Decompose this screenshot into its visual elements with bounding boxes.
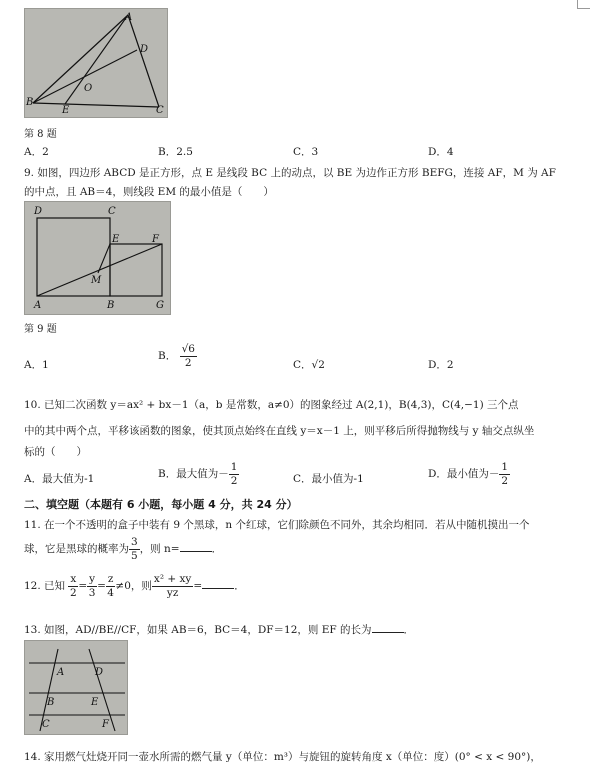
q12-answer-blank[interactable] [202,578,234,589]
q10-option-d[interactable]: D．最小值为－ $\frac{1}{2}$ [428,461,509,487]
q8-triangle-diagram [25,9,167,117]
q10-stem-line-2: 中的其中两个点，平移该函数的图象，使其顶点始终在直线 y＝x－1 上，则平移后所得抛物线与 y 轴交点纵坐 [24,425,535,437]
q8-label-c: C [156,105,164,116]
q13-label-f: F [102,719,109,730]
q13-parallel-lines-diagram [25,641,127,734]
q9-option-b-fraction: $\frac{√6}{2}$ [181,343,195,369]
q9-square-diagram [25,202,170,314]
q13-figure [24,640,128,735]
q9-figure [24,201,171,315]
q12-stem: 12. 已知 $\frac{x}{2}$ = $\frac{y}{3}$ = $\frac{z}{4}$ ≠0，则 $\frac{\text{x² + xy}}{yz}$ = ． [24,573,245,599]
q12-fraction-z: $\frac{z}{4}$ [107,573,114,599]
q10-option-c[interactable]: C．最小值为-1 [293,473,364,485]
q8-label-a: A [125,12,133,23]
q12-fraction-expression: $\frac{\text{x² + xy}}{yz}$ [153,573,192,599]
q8-label-b: B [26,97,34,108]
q10-option-b[interactable]: B．最大值为－ $\frac{1}{2}$ [158,461,238,487]
q8-option-d[interactable]: D．4 [428,146,454,158]
q9-label-d: D [34,206,43,217]
q9-label-e: E [112,234,120,245]
q10-option-d-fraction: $\frac{1}{2}$ [501,461,509,487]
q9-label-a: A [34,300,42,311]
q11-stem-line-1: 11. 在一个不透明的盒子中装有 9 个黑球，n 个红球，它们除颜色不同外，其余均相同．若从中随机摸出一个 [24,519,530,531]
q12-fraction-y: $\frac{y}{3}$ [88,573,96,599]
q11-answer-blank[interactable] [180,541,212,552]
q13-label-b: B [47,697,55,708]
q9-label-m: M [91,275,102,286]
q13-answer-blank[interactable] [372,622,404,633]
q13-stem: 13. 如图，AD//BE//CF，如果 AB＝6，BC＝4，DF＝12，则 EF 的长为 ． [24,624,415,636]
q9-label-g: G [156,300,164,311]
q10-option-a[interactable]: A．最大值为-1 [24,473,95,485]
q8-caption: 第 8 题 [24,129,57,140]
q9-stem-line-2: 的中点，且 AB＝4，则线段 EM 的最小值是（ ） [24,186,274,198]
section-2-heading: 二、填空题（本题有 6 小题，每小题 4 分，共 24 分） [24,498,298,511]
q9-caption: 第 9 题 [24,324,57,335]
q8-figure [24,8,168,118]
q9-option-d[interactable]: D．2 [428,359,454,371]
q13-label-a: A [57,667,65,678]
q9-label-f: F [152,234,159,245]
q8-label-e: E [62,105,70,116]
q8-option-a[interactable]: A．2 [24,146,49,158]
q13-label-e: E [91,697,99,708]
q11-stem-line-2: 球，它是黑球的概率为 $\frac{3}{5}$ ，则 n= ． [24,536,223,562]
q12-fraction-x: $\frac{x}{2}$ [70,573,77,599]
q13-label-d: D [95,667,104,678]
q8-option-b[interactable]: B．2.5 [158,146,193,158]
q8-label-d: D [140,44,149,55]
q8-option-c[interactable]: C．3 [293,146,319,158]
q9-label-c: C [108,206,116,217]
q8-label-o: O [84,83,93,94]
page-corner-mark [577,0,590,9]
q11-probability-fraction: $\frac{3}{5}$ [131,536,138,562]
q10-stem-line-3: 标的（ ） [24,446,87,458]
q10-stem-line-1: 10. 已知二次函数 y＝ax² + bx－1（a，b 是常数，a≠0）的图象经过 A(2,1)，B(4,3)，C(4,−1) 三个点 [24,399,519,411]
q13-label-c: C [42,719,50,730]
q14-stem: 14. 家用燃气灶烧开同一壶水所需的燃气量 y（单位：m³）与旋钮的旋转角度 x（单位：度）(0° < x < 90°)， [24,751,541,763]
q10-option-b-fraction: $\frac{1}{2}$ [230,461,238,487]
q9-option-c[interactable]: C．√2 [293,359,325,371]
q9-label-b: B [107,300,115,311]
q9-option-b[interactable]: B． $\frac{√6}{2}$ [158,343,195,369]
q9-option-a[interactable]: A．1 [24,359,49,371]
q9-stem-line-1: 9. 如图，四边形 ABCD 是正方形，点 E 是线段 BC 上的动点，以 BE 为边作正方形 BEFG，连接 AF，M 为 AF [24,167,556,179]
